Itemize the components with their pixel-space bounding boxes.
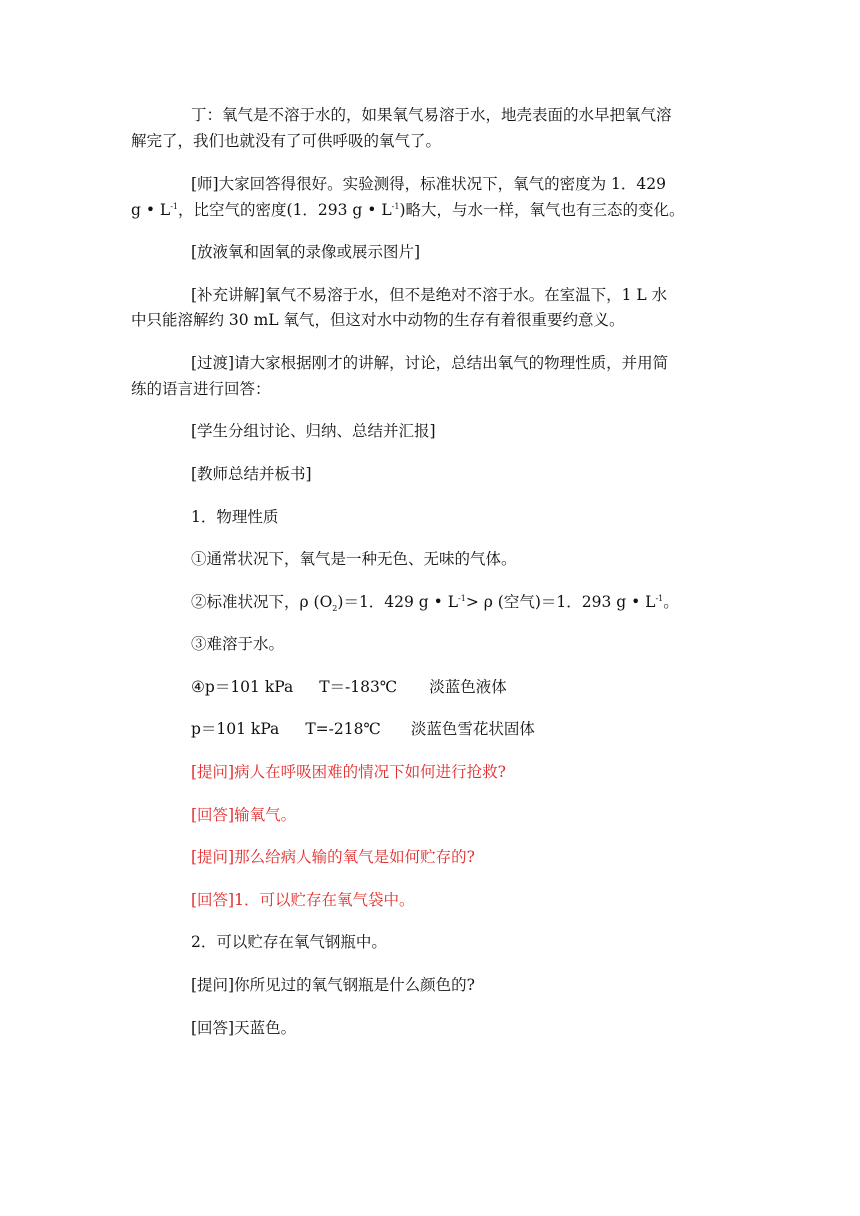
unit-text: g • L — [131, 201, 171, 219]
text-segment: > ρ (空气)＝1．293 g • L — [465, 593, 656, 611]
text-segment: 。 — [663, 593, 679, 611]
section-heading-physical-properties: 1．物理性质 — [191, 508, 279, 526]
text-segment: )略大，与水一样，氧气也有三态的变化。 — [399, 201, 685, 219]
paragraph-ding-answer-line1: 丁：氧气是不溶于水的，如果氧气易溶于水，地壳表面的水早把氧气溶 — [191, 106, 672, 124]
property-item-1: ①通常状况下，氧气是一种无色、无味的气体。 — [191, 550, 517, 568]
answer-storage-bag: [回答]1．可以贮存在氧气袋中。 — [191, 891, 415, 909]
paragraph-transition-line1: [过渡]请大家根据刚才的讲解，讨论，总结出氧气的物理性质，并用简 — [191, 354, 669, 372]
property-item-4-liquid — [191, 676, 791, 699]
property-item-3: ③难溶于水。 — [191, 635, 285, 653]
answer-sky-blue: [回答]天蓝色。 — [191, 1019, 297, 1037]
paragraph-ding-answer-line2: 解完了，我们也就没有了可供呼吸的氧气了。 — [131, 132, 442, 150]
paragraph-show-images: [放液氧和固氧的录像或展示图片] — [191, 243, 421, 261]
paragraph-teacher-line1: [师]大家回答得很好。实验测得，标准状况下，氧气的密度为 1．429 — [191, 175, 666, 193]
answer-oxygen: [回答]输氧气。 — [191, 806, 297, 824]
text-segment: )＝1．429 g • L — [337, 593, 459, 611]
state-description: 淡蓝色雪花状固体 — [410, 720, 535, 738]
temperature-value: T=-218℃ — [305, 720, 381, 738]
question-storage: [提问]那么给病人输的氧气是如何贮存的? — [191, 848, 475, 866]
superscript: -1 — [170, 201, 179, 211]
superscript: -1 — [458, 593, 466, 603]
paragraph-teacher-summary: [教师总结并板书] — [191, 465, 312, 483]
superscript: -1 — [391, 201, 400, 211]
subscript: 2 — [332, 604, 338, 614]
temperature-value: T＝-183℃ — [319, 678, 398, 696]
property-item-4-solid — [191, 718, 791, 741]
question-cylinder-color: [提问]你所见过的氧气钢瓶是什么颜色的? — [191, 976, 475, 994]
answer-storage-cylinder: 2．可以贮存在氧气钢瓶中。 — [191, 933, 387, 951]
paragraph-transition-line2: 练的语言进行回答： — [131, 380, 271, 398]
state-description: 淡蓝色液体 — [429, 678, 507, 696]
paragraph-teacher-line2 — [131, 199, 731, 222]
paragraph-supplement-line2: 中只能溶解约 30 mL 氧气，但这对水中动物的生存有着很重要约意义。 — [131, 311, 625, 329]
text-segment: ②标准状况下，ρ (O — [191, 593, 333, 611]
superscript: -1 — [655, 593, 664, 603]
paragraph-group-discussion: [学生分组讨论、归纳、总结并汇报] — [191, 422, 436, 440]
question-rescue: [提问]病人在呼吸困难的情况下如何进行抢救? — [191, 763, 506, 781]
pressure-value: p＝101 kPa — [191, 720, 280, 738]
text-segment: ，比空气的密度(1．293 g • L — [178, 201, 392, 219]
pressure-value: ④p＝101 kPa — [191, 678, 294, 696]
paragraph-supplement-line1: [补充讲解]氧气不易溶于水，但不是绝对不溶于水。在室温下，1 L 水 — [191, 286, 668, 304]
property-item-2 — [191, 591, 791, 614]
